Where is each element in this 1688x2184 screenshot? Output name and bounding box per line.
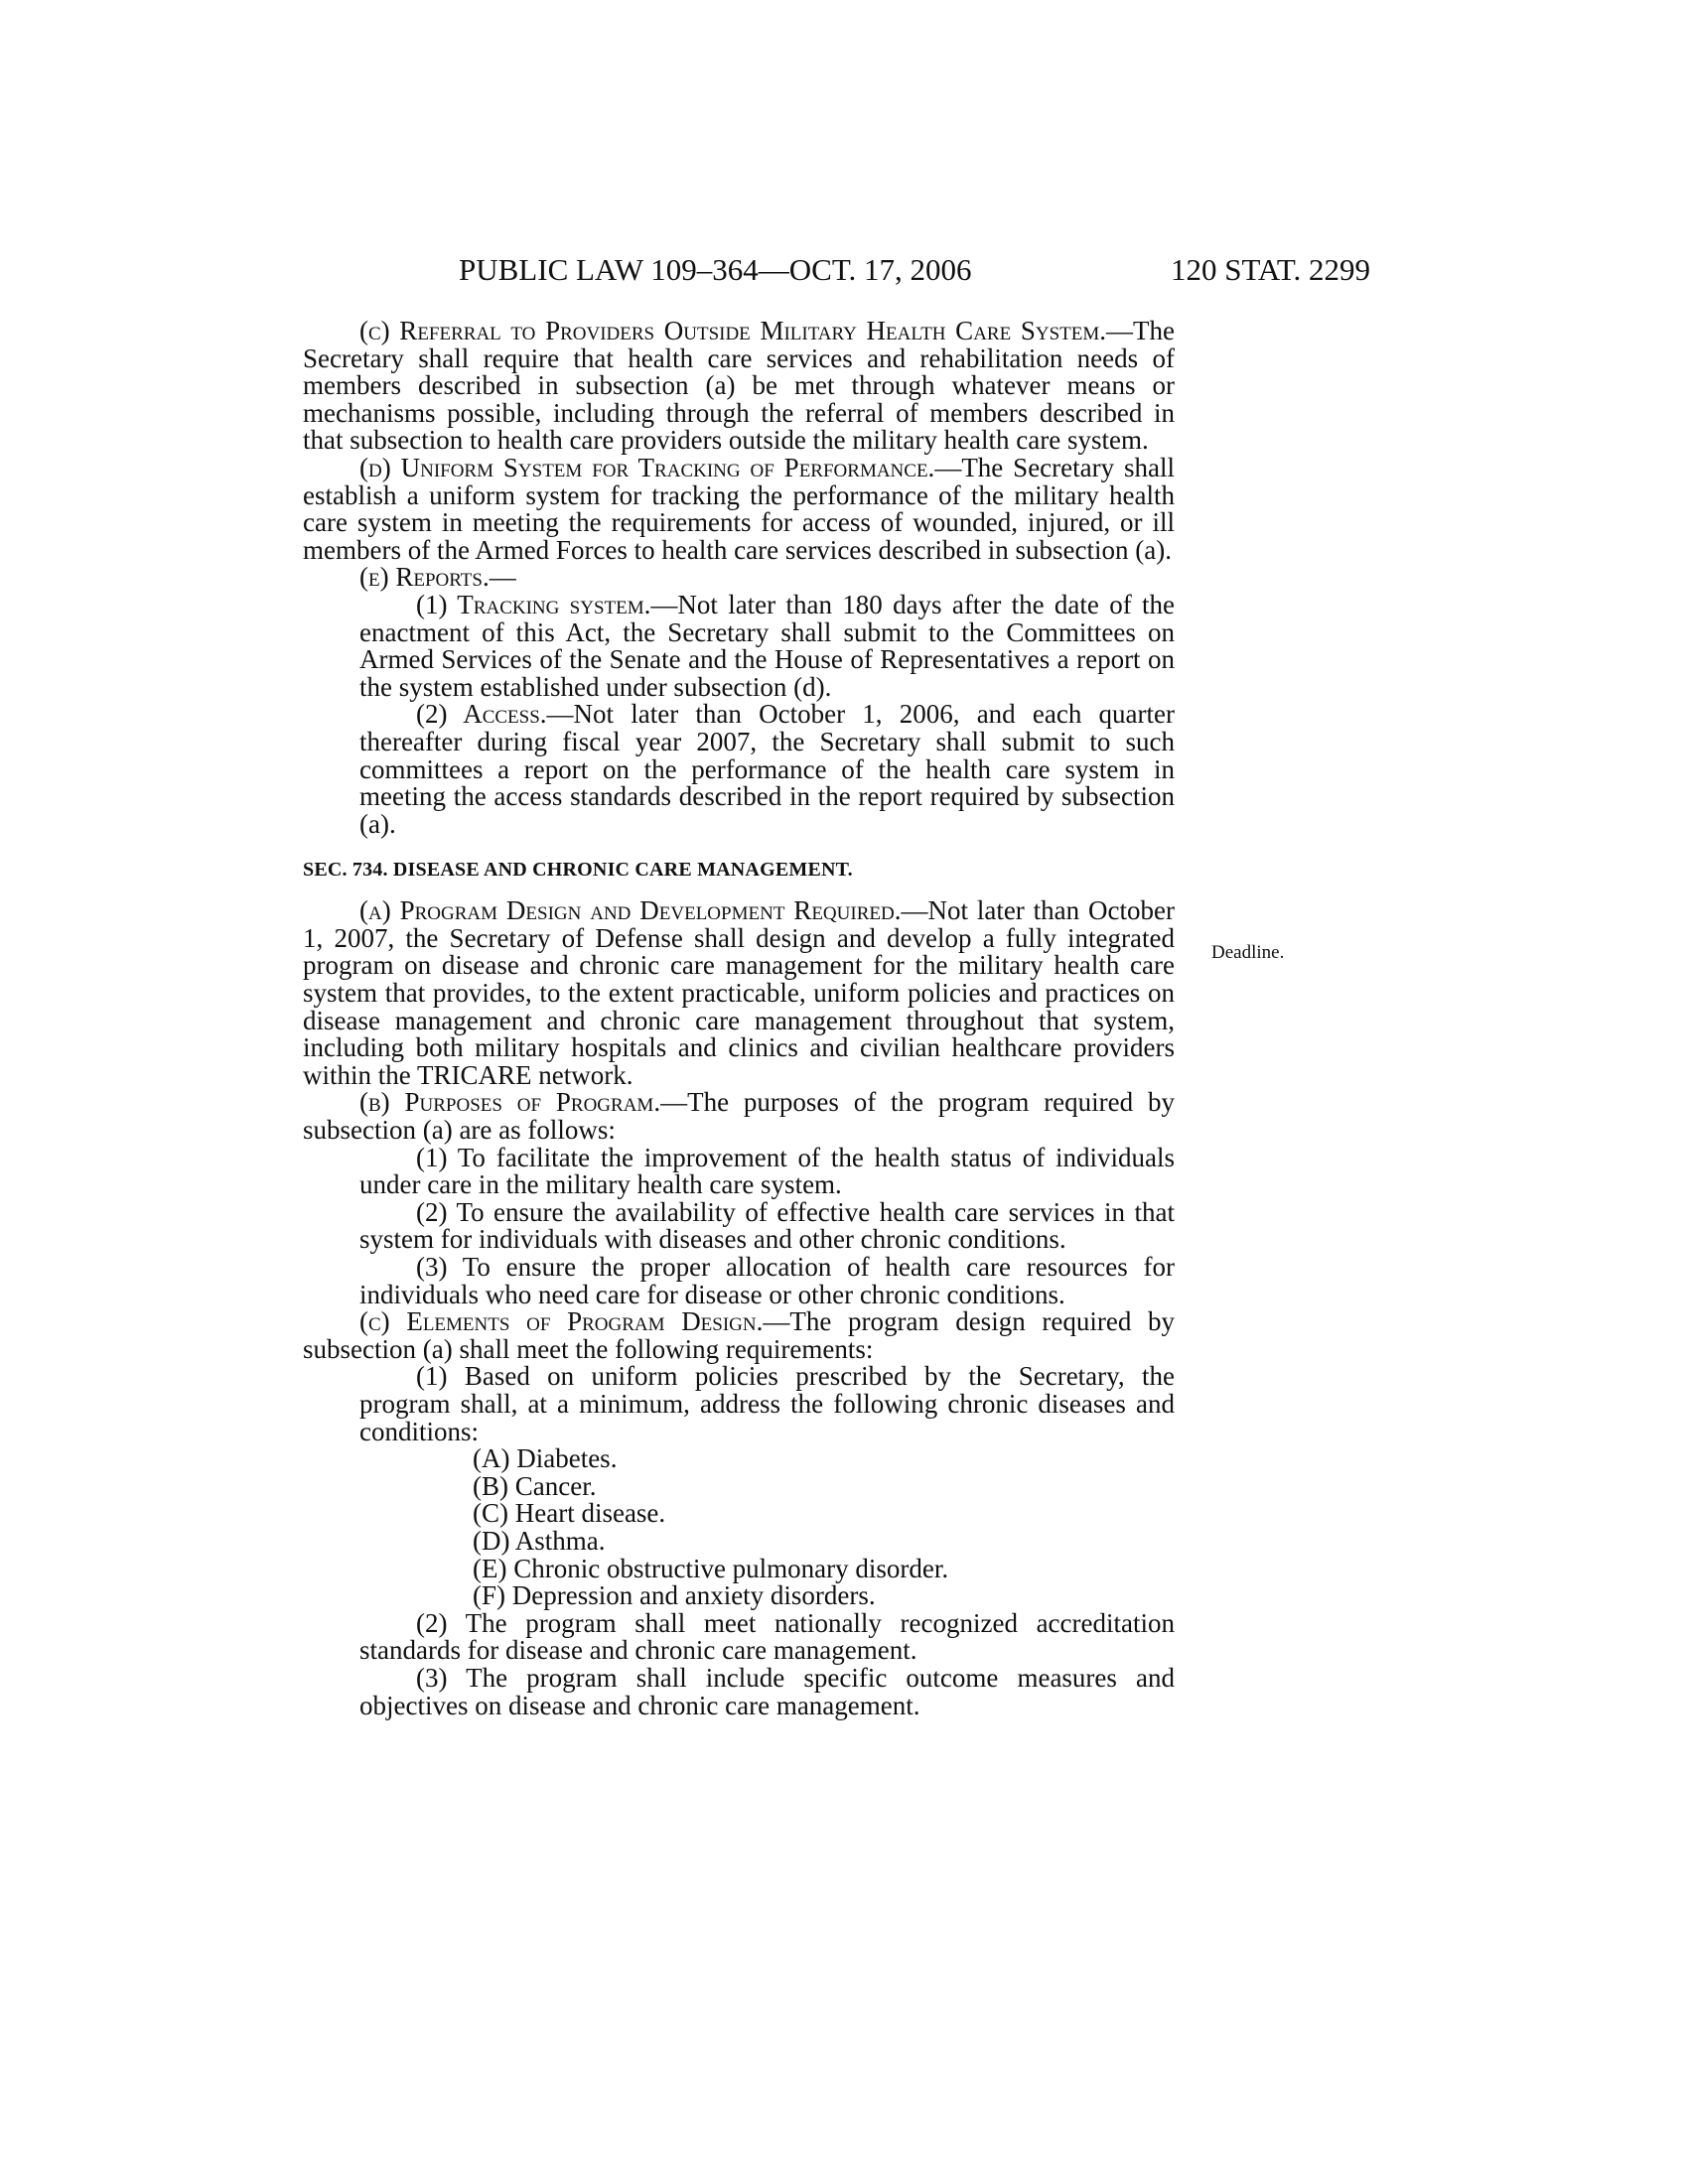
header-title: PUBLIC LAW 109–364—OCT. 17, 2006: [459, 252, 972, 287]
list-item-f: (F) Depression and anxiety disorders.: [473, 1580, 876, 1611]
subsection-heading: (e) Reports.: [359, 562, 490, 593]
subsection-text: —The program design required by subsection (a) shall meet the following requirements:: [303, 1306, 1176, 1364]
list-item-b: (B) Cancer.: [473, 1470, 597, 1501]
paragraph-text: —Not later than October 1, 2006, and each quarter thereafter during fiscal year 2007, the Secretary shall submit to such committees a report on the performance of the health care system in meeting the access standards described in the report required by subsection (a).: [359, 699, 1176, 839]
subsection-a-program-design: [303, 897, 1175, 1089]
list-item-c: (C) Heart disease.: [473, 1498, 666, 1529]
paragraph-c1: (1) Based on uniform policies prescribed by the Secretary, the program shall, at a minimum, address the following chronic diseases and conditions:: [359, 1361, 1175, 1446]
subsection-heading: (c) Referral to Providers Outside Military Health Care System.: [359, 316, 1107, 345]
paragraph-e1-tracking-system: [303, 589, 1175, 702]
paragraph-b1: (1) To facilitate the improvement of the health status of individuals under care in the military health care system.: [359, 1142, 1175, 1200]
paragraph-text: —Not later than 180 days after the date of the enactment of this Act, the Secretary shall submit to the Committees on Armed Services of the Senate and the House of Representatives a report on the system established under subsection (d).: [359, 589, 1175, 702]
page-folio: 120 STAT. 2299: [1170, 252, 1370, 287]
subsection-e-reports: [303, 564, 1175, 592]
subsection-text: —The Secretary shall establish a uniform system for tracking the performance of the military health care system in meeting the requirements for access of wounded, injured, or ill members of the Armed Forces to health care services described in subsection (a).: [303, 452, 1176, 565]
subsection-heading: (b) Purposes of Program.: [359, 1087, 661, 1118]
paragraph-c2: (2) The program shall meet nationally recognized accreditation standards for disease and chronic care management.: [359, 1607, 1175, 1666]
subsection-d-uniform-system: [303, 452, 1176, 565]
paragraph-c3: (3) The program shall include specific outcome measures and objectives on disease and chronic care management.: [359, 1662, 1175, 1720]
subsection-b-purposes: [303, 1089, 1175, 1144]
margin-note-deadline: Deadline.: [1211, 942, 1285, 963]
subsection-heading: (d) Uniform System for Tracking of Performance.: [359, 452, 935, 482]
list-item-d: (D) Asthma.: [473, 1525, 606, 1556]
running-head: [303, 250, 1370, 290]
subsection-c-elements: [303, 1308, 1175, 1363]
paragraph-b3: (3) To ensure the proper allocation of health care resources for individuals who need care for disease or other chronic conditions.: [359, 1252, 1175, 1309]
paragraph-heading: (1) Tracking system.: [416, 589, 651, 619]
subsection-text: —Not later than October 1, 2007, the Secretary of Defense shall design and develop a fully integrated program on disease and chronic care management for the military health care system that provides, to the extent practicable, uniform policies and practices on disease management and chronic care management throughout that system, including both military hospitals and clinics and civilian healthcare providers within the TRICARE network.: [303, 895, 1176, 1090]
paragraph-b2: (2) To ensure the availability of effective health care services in that system for individuals with diseases and other chronic conditions.: [359, 1196, 1175, 1255]
subsection-c-referral: [303, 318, 1175, 455]
subsection-text: —: [489, 562, 516, 593]
list-item-a: (A) Diabetes.: [473, 1443, 618, 1474]
section-734-heading: SEC. 734. DISEASE AND CHRONIC CARE MANAGEMENT.: [303, 859, 853, 882]
paragraph-heading: (2) Access.: [416, 699, 547, 730]
subsection-text: —The Secretary shall require that health care services and rehabilitation needs of members described in subsection (a) be met through whatever means or mechanisms possible, including through the referral of members described in that subsection to health care providers outside the military health care system.: [303, 316, 1175, 456]
paragraph-e2-access: [303, 701, 1175, 838]
subsection-text: —The purposes of the program required by subsection (a) are as follows:: [303, 1087, 1175, 1146]
list-item-e: (E) Chronic obstructive pulmonary disorder.: [473, 1553, 949, 1583]
subsection-heading: (a) Program Design and Development Required.: [359, 895, 902, 926]
body-text: [303, 318, 1175, 1719]
subsection-heading: (c) Elements of Program Design.: [359, 1306, 764, 1337]
